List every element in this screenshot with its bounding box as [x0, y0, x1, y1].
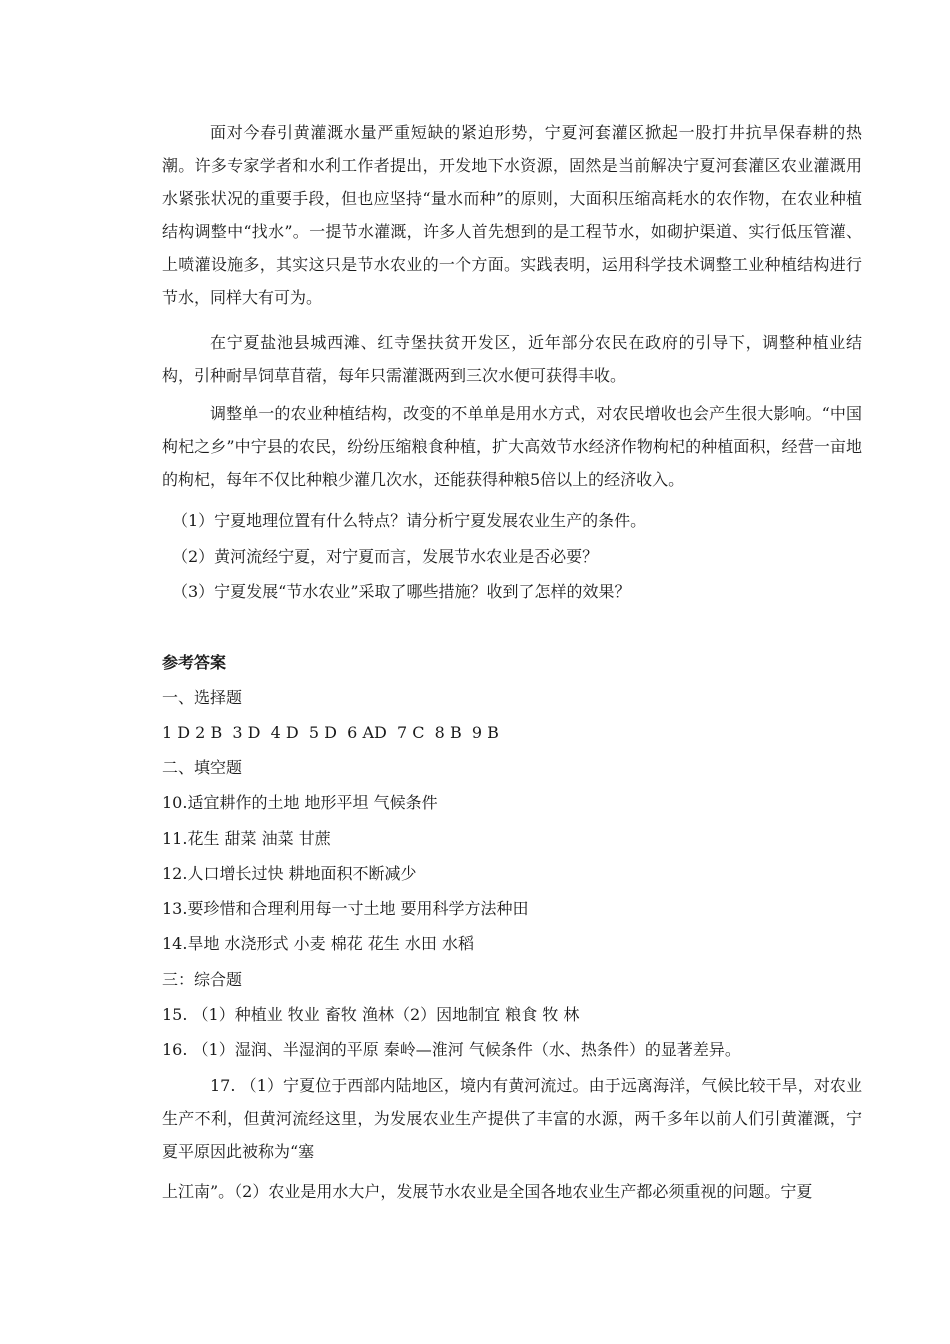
fill-answer-10: 10.适宜耕作的土地 地形平坦 气候条件	[162, 793, 438, 812]
fill-answer-12: 12.人口增长过快 耕地面积不断减少	[162, 864, 417, 883]
passage-paragraph-1: 面对今春引黄灌溉水量严重短缺的紧迫形势，宁夏河套灌区掀起一股打井抗旱保春耕的热潮。许多专家学者和水利工作者提出，开发地下水资源，固然是当前解决宁夏河套灌区农业灌溉用水紧张状况的重要手段，但也应坚持“量水而种”的原则，大面积压缩高耗水的农作物，在农业种植结构调整中“找水”。一提节水灌溉，许多人首先想到的是工程节水，如砌护渠道、实行低压管灌、上喷灌设施多，其实这只是节水农业的一个方面。实践表明，运用科学技术调整工业种植结构进行节水，同样大有可为。	[162, 123, 862, 307]
choice-answers: 1 D 2 B 3 D 4 D 5 D 6 AD 7 C 8 B 9 B	[162, 723, 499, 742]
answer-15: 15. （1）种植业 牧业 畜牧 渔林（2）因地制宜 粮食 牧 林	[162, 1005, 580, 1024]
section-fill-title: 二、填空题	[162, 758, 243, 777]
passage-paragraph-2: 在宁夏盐池县城西滩、红寺堡扶贫开发区，近年部分农民在政府的引导下，调整种植业结构，引种耐旱饲草苜蓿，每年只需灌溉两到三次水便可获得丰收。	[162, 333, 862, 385]
answer-16: 16. （1）湿润、半湿润的平原 秦岭—淮河 气候条件（水、热条件）的显著差异。	[162, 1040, 741, 1059]
question-1: （1）宁夏地理位置有什么特点？请分析宁夏发展农业生产的条件。	[172, 511, 647, 530]
section-choice-title: 一、选择题	[162, 688, 243, 707]
answer-17-part-2: 上江南”。（2）农业是用水大户，发展节水农业是全国各地农业生产都必须重视的问题。宁夏	[162, 1182, 813, 1201]
section-comprehensive-title: 三：综合题	[162, 970, 243, 989]
fill-answer-13: 13.要珍惜和合理利用每一寸土地 要用科学方法种田	[162, 899, 529, 918]
fill-answer-11: 11.花生 甜菜 油菜 甘蔗	[162, 829, 331, 848]
question-2: （2）黄河流经宁夏，对宁夏而言，发展节水农业是否必要？	[172, 547, 599, 566]
answers-heading: 参考答案	[162, 653, 227, 672]
question-3: （3）宁夏发展“节水农业”采取了哪些措施？收到了怎样的效果？	[172, 582, 631, 601]
answer-17-part-1: 17. （1）宁夏位于西部内陆地区，境内有黄河流过。由于远离海洋，气候比较干旱，对农业生产不利，但黄河流经这里，为发展农业生产提供了丰富的水源，两千多年以前人们引黄灌溉，宁夏平原因此被称为“塞	[162, 1076, 862, 1161]
fill-answer-14: 14.旱地 水浇形式 小麦 棉花 花生 水田 水稻	[162, 934, 474, 953]
passage-paragraph-3: 调整单一的农业种植结构，改变的不单单是用水方式，对农民增收也会产生很大影响。“中国枸杞之乡”中宁县的农民，纷纷压缩粮食种植，扩大高效节水经济作物枸杞的种植面积，经营一亩地的枸杞，每年不仅比种粮少灌几次水，还能获得种粮5倍以上的经济收入。	[162, 404, 862, 489]
